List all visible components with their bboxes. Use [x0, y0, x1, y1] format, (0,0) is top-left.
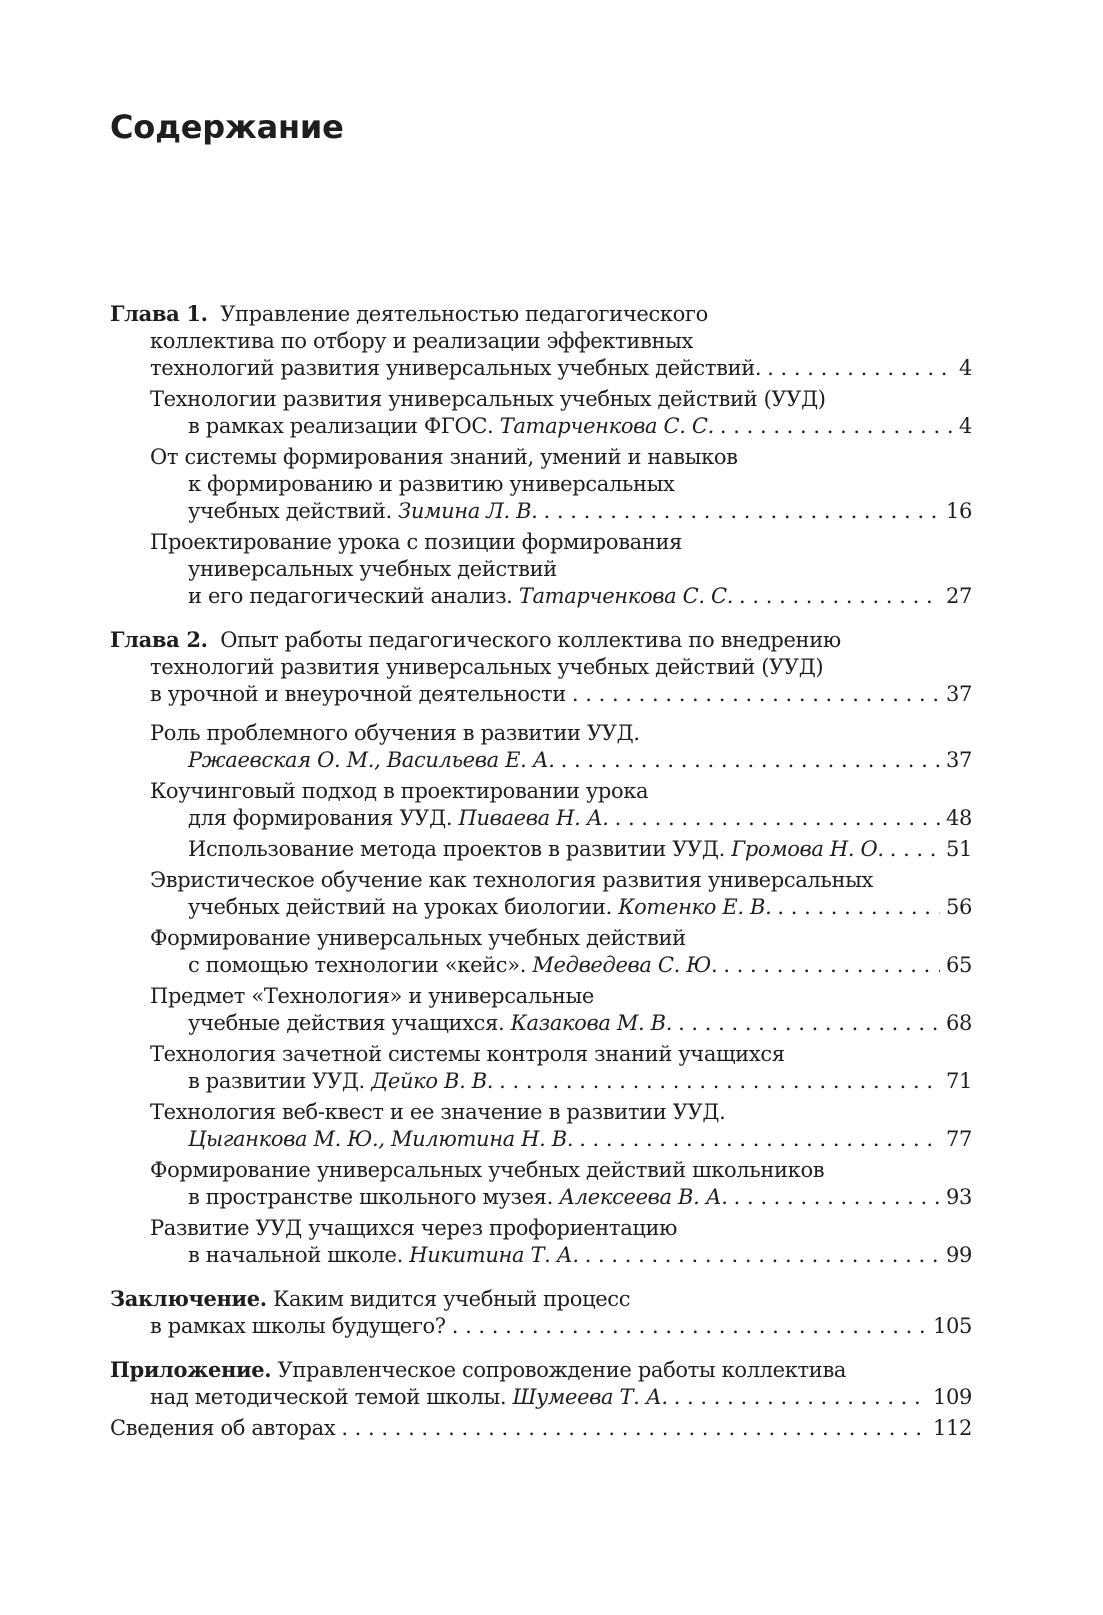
toc-line	[110, 626, 972, 654]
toc-entry-article[interactable]	[110, 778, 972, 832]
toc-text	[188, 1010, 672, 1037]
toc-line	[110, 355, 972, 382]
toc-text	[188, 1242, 579, 1269]
article-title-line: учебные действия учащихся.	[188, 1011, 505, 1035]
article-title-line: в пространстве школьного музея.	[188, 1185, 553, 1209]
article-title-line: Проектирование урока с позиции формирования	[150, 530, 683, 554]
page-number: 99	[945, 1243, 972, 1267]
article-title-line: Технология веб-квест и ее значение в развитии УУД.	[150, 1100, 726, 1124]
toc-entry-article[interactable]	[110, 386, 972, 440]
toc-entry-article[interactable]	[110, 1099, 972, 1153]
leader-dots	[739, 583, 940, 610]
page-title: Содержание	[110, 108, 344, 146]
toc-line	[110, 1356, 972, 1384]
toc-line	[110, 681, 972, 708]
article-title-line: в рамках реализации ФГОС.	[188, 414, 494, 438]
article-author: Никитина Т. А.	[409, 1243, 579, 1267]
toc-line	[150, 747, 972, 774]
leader-dots	[678, 1010, 940, 1037]
appendix-title-line: над методической темой школы.	[150, 1385, 507, 1409]
article-author: Медведева С. Ю.	[532, 953, 718, 977]
toc-line	[110, 300, 972, 328]
chapter-title-line: в урочной и внеурочной деятельности	[150, 682, 566, 706]
toc-entry-article[interactable]	[110, 867, 972, 921]
leader-dots	[767, 355, 953, 382]
leader-dots	[585, 1242, 940, 1269]
article-author: Алексеева В. А.	[559, 1185, 728, 1209]
article-author: Громова Н. О.	[731, 837, 884, 861]
appendix-title-line: Управленческое сопровождение работы коллектива	[277, 1358, 847, 1382]
toc-text	[188, 498, 538, 525]
toc-text	[150, 1384, 668, 1411]
toc-entry-chapter-1[interactable]	[110, 300, 972, 382]
page-number: 27	[945, 584, 972, 608]
page-number: 48	[945, 806, 972, 830]
leader-dots	[341, 1415, 927, 1442]
page-number: 71	[945, 1069, 972, 1093]
toc-line	[110, 1285, 972, 1313]
leader-dots	[734, 1184, 940, 1211]
toc-line	[110, 1313, 972, 1340]
leader-dots	[674, 1384, 927, 1411]
article-title-line: От системы формирования знаний, умений и навыков	[150, 445, 738, 469]
article-author: Цыганкова М. Ю., Милютина Н. В.	[188, 1127, 574, 1151]
leader-dots	[544, 498, 940, 525]
appendix-author: Шумеева Т. А.	[512, 1385, 668, 1409]
article-title-line: в развитии УУД.	[188, 1069, 365, 1093]
toc-line	[150, 952, 972, 979]
article-title-line: для формирования УУД.	[188, 806, 453, 830]
toc-entry-article[interactable]	[110, 925, 972, 979]
article-author: Ржаевская О. М., Васильева Е. А.	[188, 748, 555, 772]
toc-line	[150, 1010, 972, 1037]
toc-text	[188, 583, 733, 610]
toc-entry-article[interactable]	[110, 983, 972, 1037]
toc-line	[150, 583, 972, 610]
leader-dots	[615, 805, 940, 832]
page-number: 16	[945, 499, 972, 523]
conclusion-label: Заключение.	[110, 1286, 267, 1311]
page-number: 109	[932, 1385, 972, 1409]
chapter-title-line: технологий развития универсальных учебных действий (УУД)	[150, 655, 824, 679]
page-number: 37	[945, 682, 972, 706]
toc-entry-article[interactable]	[110, 836, 972, 863]
article-title-line: Использование метода проектов в развитии УУД.	[188, 837, 725, 861]
leader-dots	[720, 413, 953, 440]
page-number: 56	[945, 895, 972, 919]
conclusion-title-line: в рамках школы будущего?	[150, 1314, 446, 1338]
article-title-line: Формирование универсальных учебных действий	[150, 926, 686, 950]
toc-line	[110, 1415, 972, 1442]
page-number: 51	[945, 837, 972, 861]
leader-dots	[723, 952, 940, 979]
toc-entry-article[interactable]	[110, 720, 972, 774]
chapter-label: Глава 1.	[110, 301, 208, 326]
toc-text	[188, 894, 771, 921]
toc-text	[188, 805, 609, 832]
chapter-title-line: Опыт работы педагогического коллектива по внедрению	[220, 628, 841, 652]
toc-text	[188, 952, 717, 979]
toc-entry-appendix[interactable]	[110, 1356, 972, 1411]
chapter-label: Глава 2.	[110, 627, 208, 652]
article-title-line: Технологии развития универсальных учебных действий (УУД)	[150, 387, 826, 411]
article-title-line: Роль проблемного обучения в развитии УУД.	[150, 721, 640, 745]
leader-dots	[499, 1068, 940, 1095]
article-title-line: Коучинговый подход в проектировании урока	[150, 779, 649, 803]
page-number: 112	[932, 1416, 972, 1440]
article-title-line: универсальных учебных действий	[188, 557, 557, 581]
authors-info-title: Сведения об авторах	[110, 1416, 336, 1440]
article-author: Зимина Л. В.	[398, 499, 538, 523]
article-title-line: учебных действий.	[188, 499, 392, 523]
toc-line	[150, 1068, 972, 1095]
toc-text	[188, 1184, 728, 1211]
toc-line	[150, 1126, 972, 1153]
toc-entry-article[interactable]	[110, 1215, 972, 1269]
leader-dots	[452, 1313, 927, 1340]
page-number: 37	[945, 748, 972, 772]
chapter-title-line: технологий развития универсальных учебных действий.	[150, 356, 762, 380]
conclusion-title-line: Каким видится учебный процесс	[273, 1287, 631, 1311]
article-title-line: Эвристическое обучение как технология развития универсальных	[150, 868, 874, 892]
leader-dots	[561, 747, 940, 774]
article-title-line: Формирование универсальных учебных действий школьников	[150, 1158, 825, 1182]
chapter-title-line: Управление деятельностью педагогического	[220, 302, 708, 326]
page-number: 65	[945, 953, 972, 977]
page-number: 93	[945, 1185, 972, 1209]
article-title-line: с помощью технологии «кейс».	[188, 953, 527, 977]
toc-entry-article[interactable]	[110, 444, 972, 525]
article-title-line: учебных действий на уроках биологии.	[188, 895, 612, 919]
page-number: 4	[958, 414, 972, 438]
toc-line	[150, 1242, 972, 1269]
article-author: Котенко Е. В.	[618, 895, 772, 919]
toc-line	[110, 1384, 972, 1411]
toc-entry-article[interactable]	[110, 1157, 972, 1211]
toc-entry-chapter-2[interactable]	[110, 626, 972, 708]
table-of-contents	[110, 300, 972, 1442]
leader-dots	[579, 1126, 940, 1153]
article-author: Дейко В. В.	[371, 1069, 494, 1093]
toc-entry-authors-info[interactable]	[110, 1415, 972, 1442]
toc-line	[150, 805, 972, 832]
appendix-label: Приложение.	[110, 1357, 272, 1382]
page-number: 68	[945, 1011, 972, 1035]
page-number: 105	[932, 1314, 972, 1338]
article-title-line: Технология зачетной системы контроля знаний учащихся	[150, 1042, 785, 1066]
article-title-line: в начальной школе.	[188, 1243, 403, 1267]
toc-entry-article[interactable]	[110, 1041, 972, 1095]
toc-line	[150, 894, 972, 921]
article-title-line: и его педагогический анализ.	[188, 584, 513, 608]
toc-entry-article[interactable]	[110, 529, 972, 610]
toc-entry-conclusion[interactable]	[110, 1285, 972, 1340]
leader-dots	[572, 681, 940, 708]
article-author: Пиваева Н. А.	[458, 806, 609, 830]
toc-text	[188, 1068, 493, 1095]
toc-line	[150, 413, 972, 440]
page-number: 77	[945, 1127, 972, 1151]
toc-line	[150, 836, 972, 863]
article-author: Татарченкова С. С.	[518, 584, 734, 608]
article-title-line: Предмет «Технология» и универсальные	[150, 984, 594, 1008]
toc-line	[150, 498, 972, 525]
toc-line	[150, 1184, 972, 1211]
toc-text	[188, 413, 714, 440]
toc-text	[188, 836, 884, 863]
page-number: 4	[958, 356, 972, 380]
article-author: Казакова М. В.	[510, 1011, 673, 1035]
chapter-title-line: коллектива по отбору и реализации эффективных	[150, 329, 693, 353]
leader-dots	[777, 894, 940, 921]
article-title-line: Развитие УУД учащихся через профориентацию	[150, 1216, 678, 1240]
article-author: Татарченкова С. С.	[499, 414, 714, 438]
article-title-line: к формированию и развитию универсальных	[188, 472, 675, 496]
leader-dots	[890, 836, 940, 863]
